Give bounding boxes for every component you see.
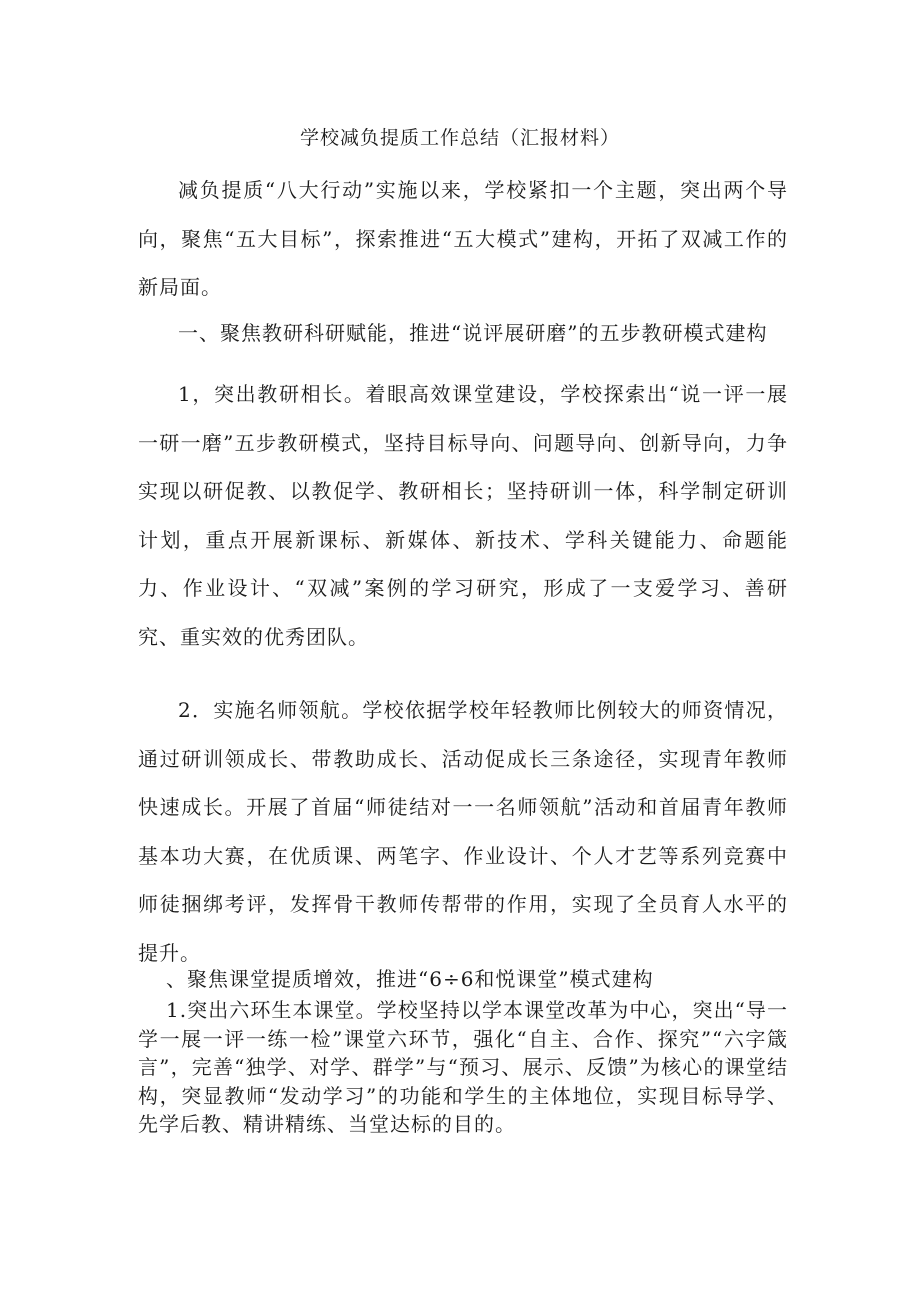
intro-paragraph: 减负提质“八大行动”实施以来，学校紧扣一个主题，突出两个导向，聚焦“五大目标”，探索推进“五大模式”建构，开拓了双减工作的新局面。 [138,178,788,299]
section-heading-two: 、聚焦课堂提质增效，推进“6÷6和悦课堂”模式建构 [166,967,654,991]
item-paragraph-three: 1.突出六环生本课堂。学校坚持以学本课堂改革为中心，突出“导一学一展一评一练一检”课堂六环节，强化“自主、合作、探究”“六字箴言”，完善“独学、对学、群学”与“预习、展示、反馈”为核心的课堂结构，突显教师“发动学习”的功能和学生的主体地位，实现目标导学、先学后教、精讲精练、当堂达标的目的。 [138,998,788,1136]
document-title: 学校减负提质工作总结（汇报材料） [299,127,620,149]
section-heading-one: 一、聚焦教研科研赋能，推进“说评展研磨”的五步教研模式建构 [178,321,768,345]
item-paragraph-one: 1，突出教研相长。着眼高效课堂建设，学校探索出“说一评一展一研一磨”五步教研模式，坚持目标导向、问题导向、创新导向，力争实现以研促教、以教促学、教研相长；坚持研训一体，科学制定研训计划，重点开展新课标、新媒体、新技术、学科关键能力、命题能力、作业设计、“双减”案例的学习研究，形成了一支爱学习、善研究、重实效的优秀团队。 [138,382,788,649]
item-paragraph-two: 2．实施名师领航。学校依据学校年轻教师比例较大的师资情况，通过研训领成长、带教助成长、活动促成长三条途径，实现青年教师快速成长。开展了首届“师徒结对一一名师领航”活动和首届青年教师基本功大赛，在优质课、两笔字、作业设计、个人才艺等系列竞赛中师徒捆绑考评，发挥骨干教师传帮带的作用，实现了全员育人水平的提升。 [138,698,788,965]
